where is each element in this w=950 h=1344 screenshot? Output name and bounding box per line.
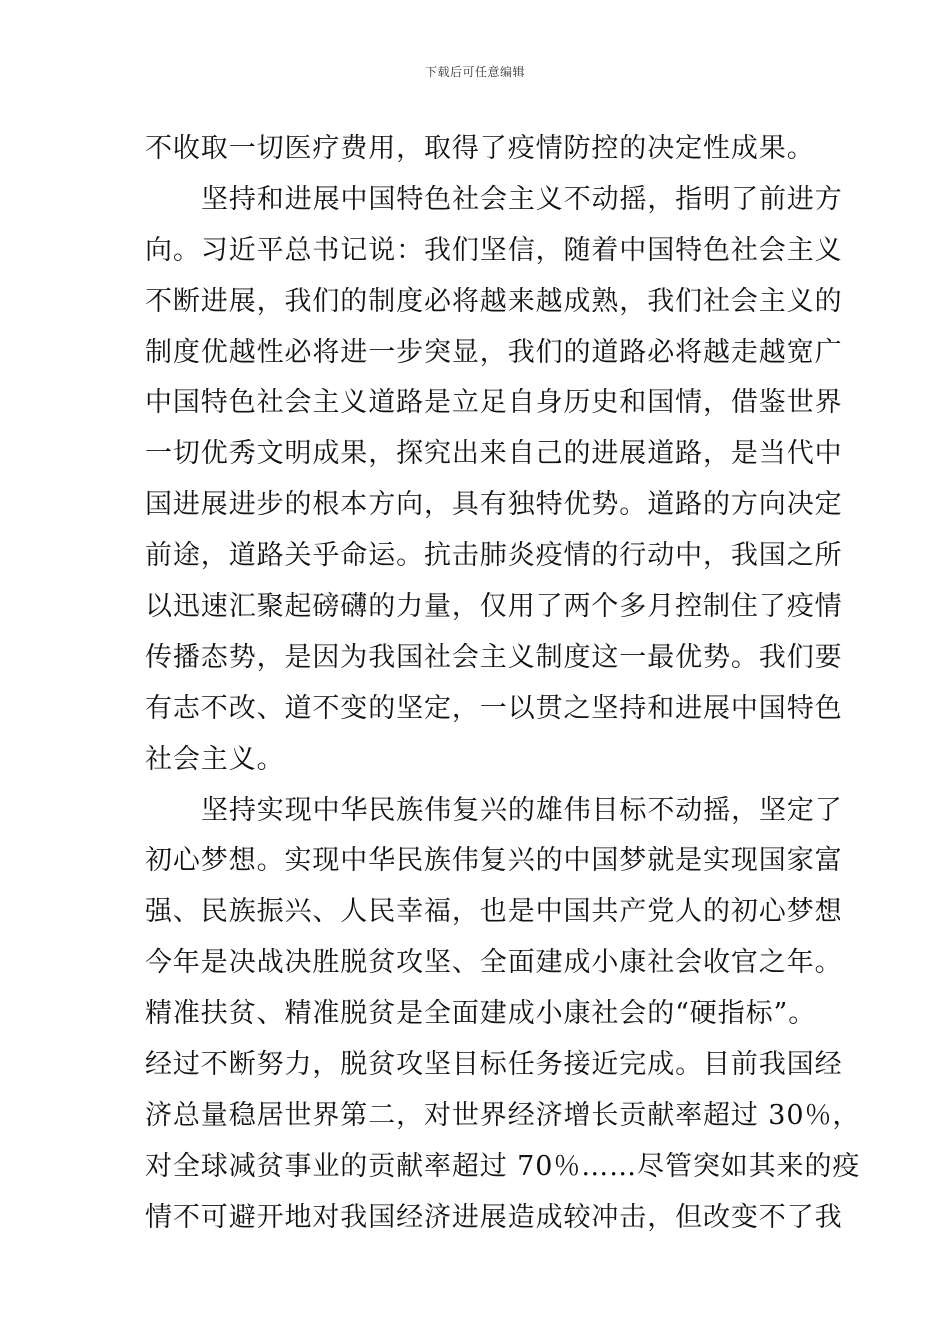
text-line: 一切优秀文明成果，探究出来自己的进展道路，是当代中 — [145, 438, 843, 470]
text-line: 对全球减贫事业的贡献率超过 70％……尽管突如其来的疫 — [145, 1150, 861, 1182]
text-line: 制度优越性必将进一步突显，我们的道路必将越走越宽广 — [145, 336, 843, 368]
text-line: 初心梦想。实现中华民族伟复兴的中国梦就是实现国家富 — [145, 845, 843, 877]
text-line: 社会主义。 — [145, 743, 285, 775]
text-line: 有志不改、道不变的坚定，一以贯之坚持和进展中国特色 — [145, 692, 843, 724]
text-line: 传播态势，是因为我国社会主义制度这一最优势。我们要 — [145, 641, 843, 673]
text-line: 不收取一切医疗费用，取得了疫情防控的决定性成果。 — [145, 133, 815, 164]
text-line: 强、民族振兴、人民幸福，也是中国共产党人的初心梦想 — [145, 896, 843, 928]
text-line: 以迅速汇聚起磅礴的力量，仅用了两个多月控制住了疫情 — [145, 591, 843, 623]
text-line: 济总量稳居世界第二，对世界经济增长贡献率超过 30％， — [145, 1099, 861, 1131]
text-line: 不断进展，我们的制度必将越来越成熟，我们社会主义的 — [145, 285, 843, 317]
paragraph-start-line: 坚持和进展中国特色社会主义不动摇，指明了前进方 — [201, 183, 843, 215]
text-line: 国进展进步的根本方向，具有独特优势。道路的方向决定 — [145, 489, 843, 521]
paragraph-start-line: 坚持实现中华民族伟复兴的雄伟目标不动摇，坚定了 — [201, 794, 843, 826]
body-text — [145, 124, 861, 1244]
text-line: 中国特色社会主义道路是立足自身历史和国情，借鉴世界 — [145, 387, 843, 419]
page-header: 下载后可任意编辑 — [424, 65, 525, 79]
text-line: 经过不断努力，脱贫攻坚目标任务接近完成。目前我国经 — [145, 1049, 843, 1081]
text-line: 情不可避开地对我国经济进展造成较冲击，但改变不了我 — [145, 1201, 843, 1233]
text-line: 今年是决战决胜脱贫攻坚、全面建成小康社会收官之年。 — [145, 947, 843, 979]
text-line: 向。习近平总书记说：我们坚信，随着中国特色社会主义 — [145, 234, 843, 266]
text-line: 精准扶贫、精准脱贫是全面建成小康社会的“硬指标”。 — [145, 998, 817, 1030]
text-line: 前途，道路关乎命运。抗击肺炎疫情的行动中，我国之所 — [145, 540, 843, 572]
